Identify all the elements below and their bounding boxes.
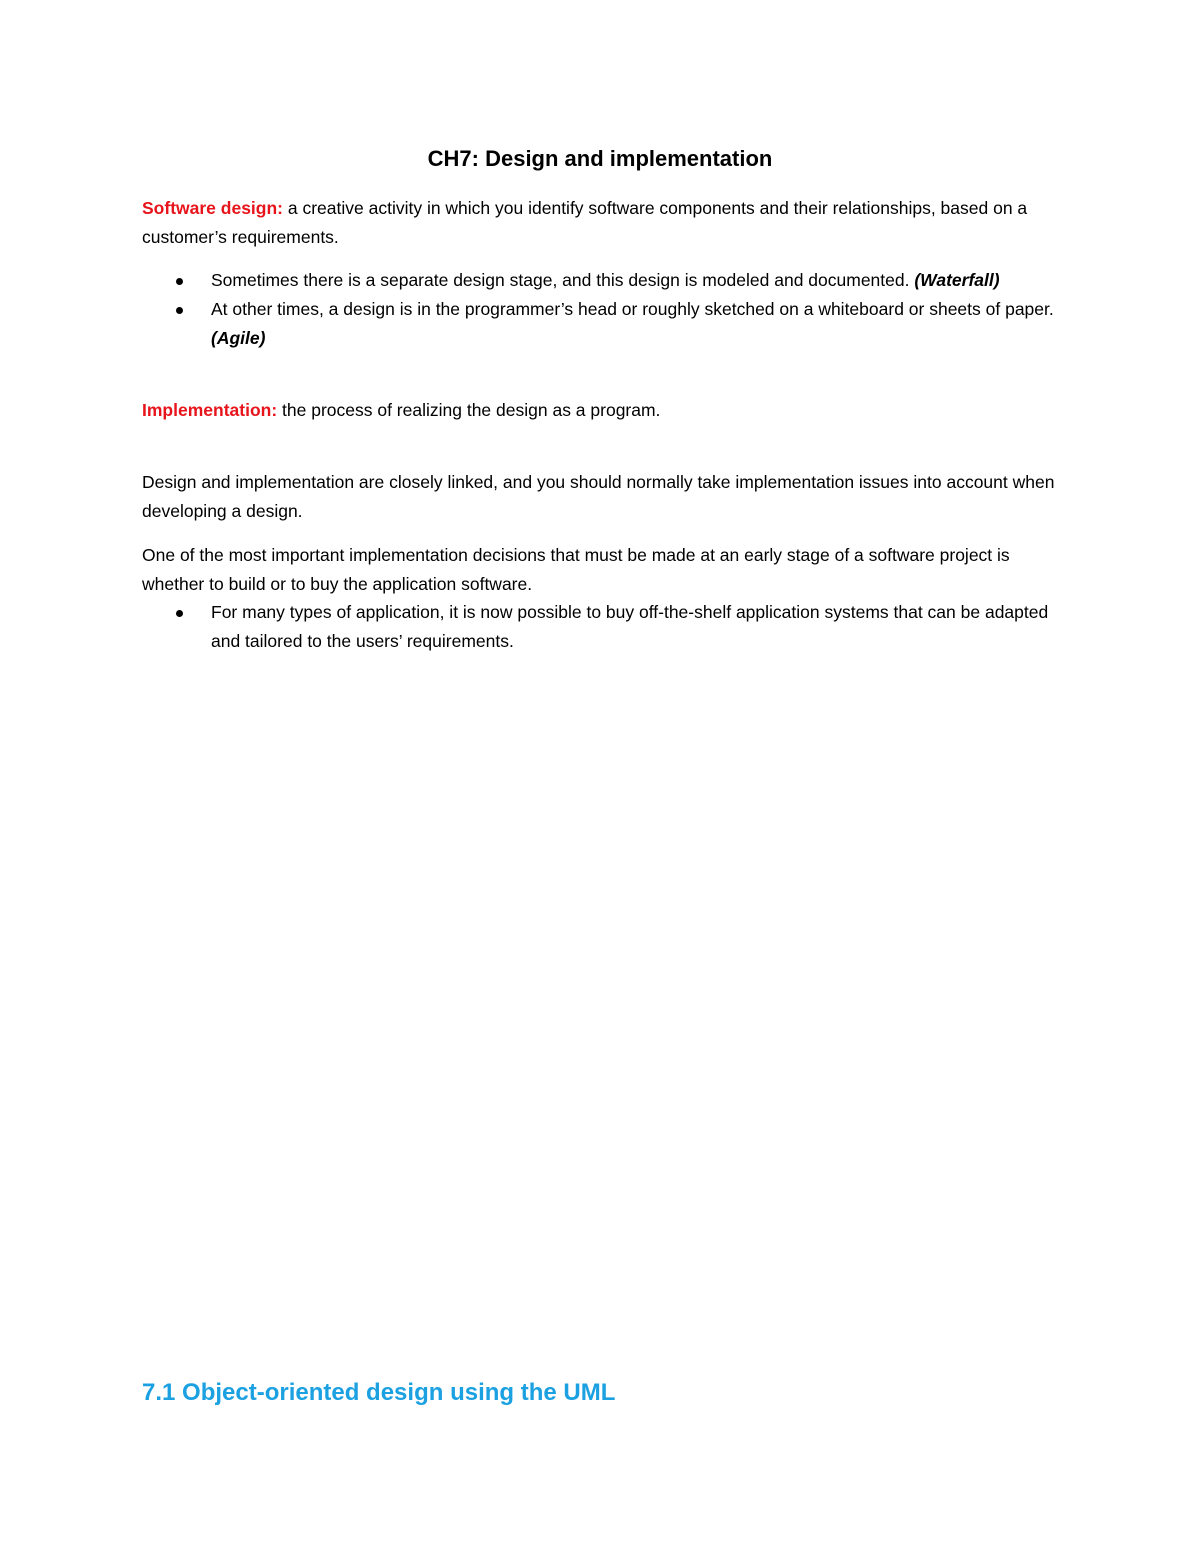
software-design-paragraph	[142, 194, 1062, 252]
list-item	[142, 266, 1062, 295]
list-item-text: At other times, a design is in the programmer’s head or roughly sketched on a whiteboard or sheets of paper.	[211, 299, 1054, 319]
list-item-tag: (Waterfall)	[914, 270, 1000, 290]
build-buy-list	[142, 598, 1062, 656]
list-item	[142, 598, 1062, 656]
software-design-definition: a creative activity in which you identify software components and their relationships, based on a customer’s requirements.	[142, 198, 1028, 247]
implementation-paragraph	[142, 396, 1062, 425]
software-design-term: Software design:	[142, 198, 283, 218]
section-heading: 7.1 Object-oriented design using the UML	[142, 1379, 616, 1406]
bullet-dot-icon	[176, 278, 183, 285]
page-title: CH7: Design and implementation	[427, 146, 773, 171]
design-approach-list	[142, 266, 1062, 353]
build-buy-paragraph: One of the most important implementation decisions that must be made at an early stage of a software project is whether to build or to buy the application software.	[142, 545, 1010, 594]
list-item-text: For many types of application, it is now possible to buy off-the-shelf application systems that can be adapted and tailored to the users’ requirements.	[211, 602, 1049, 651]
bullet-dot-icon	[176, 307, 183, 314]
list-item	[142, 295, 1062, 353]
implementation-term: Implementation:	[142, 400, 278, 420]
list-item-text: Sometimes there is a separate design stage, and this design is modeled and documented.	[211, 270, 915, 290]
implementation-definition: the process of realizing the design as a program.	[277, 400, 661, 420]
list-item-tag: (Agile)	[211, 328, 266, 348]
linked-paragraph: Design and implementation are closely linked, and you should normally take implementation issues into account when developing a design.	[142, 472, 1055, 521]
bullet-dot-icon	[176, 610, 183, 617]
